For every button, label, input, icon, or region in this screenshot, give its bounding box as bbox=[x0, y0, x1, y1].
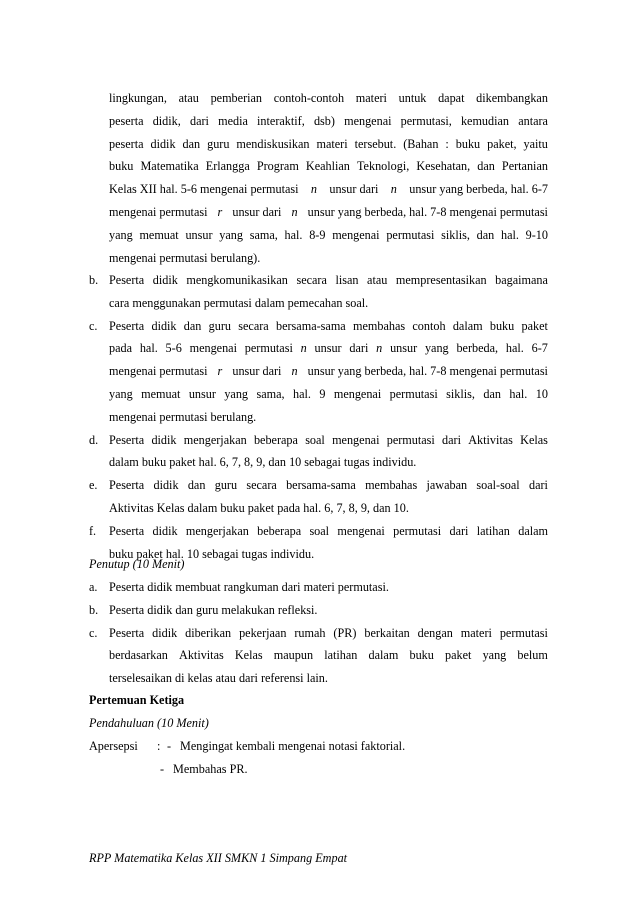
word: permutasi bbox=[393, 523, 442, 538]
list-marker: c. bbox=[89, 625, 98, 640]
word: siklis, bbox=[446, 386, 475, 401]
word: Kesehatan, bbox=[416, 159, 471, 174]
word: atau bbox=[178, 91, 199, 105]
word: dan bbox=[483, 386, 501, 401]
list-item-line bbox=[89, 337, 548, 360]
word: yang bbox=[109, 386, 133, 401]
word: mengenai bbox=[332, 227, 380, 242]
list-marker: f. bbox=[89, 523, 97, 538]
word: mengkomunikasikan bbox=[186, 273, 288, 287]
word: permutasi bbox=[386, 227, 435, 242]
word: Erlangga bbox=[205, 159, 250, 174]
word: Pertanian bbox=[501, 159, 548, 174]
word: dsb) bbox=[313, 113, 335, 128]
bullet-dash: - bbox=[160, 761, 165, 776]
word: paket, bbox=[487, 136, 517, 151]
list-item-line bbox=[89, 644, 548, 667]
word: siklis, bbox=[441, 227, 470, 242]
word: jawaban bbox=[426, 478, 468, 493]
word: Kelas bbox=[234, 648, 263, 663]
word: n bbox=[291, 204, 298, 219]
text-line bbox=[89, 87, 548, 110]
list-marker: c. bbox=[89, 318, 98, 333]
list-marker: d. bbox=[89, 432, 99, 447]
word: didik bbox=[152, 523, 178, 538]
word: dan bbox=[187, 478, 206, 493]
word: Peserta bbox=[109, 318, 145, 333]
word: Kelas XII hal. 5-6 mengenai permutasi bbox=[109, 182, 299, 197]
word: mengenai bbox=[337, 523, 385, 538]
list-item-text bbox=[109, 315, 548, 338]
word: Peserta bbox=[109, 523, 145, 538]
word: mengenai bbox=[344, 113, 392, 128]
word: Teknologi, bbox=[356, 159, 410, 174]
word: materi bbox=[355, 91, 387, 105]
word: unsur dari bbox=[232, 204, 282, 219]
word: atau bbox=[367, 273, 388, 287]
word: materi bbox=[316, 136, 348, 151]
word: dengan bbox=[417, 625, 453, 640]
word: soal bbox=[309, 523, 330, 538]
word: didik bbox=[152, 625, 178, 640]
word: yaitu bbox=[523, 136, 548, 151]
list-item-line bbox=[89, 599, 548, 622]
list-marker bbox=[89, 497, 109, 520]
pendahuluan-heading: Pendahuluan (10 Menit) bbox=[89, 716, 209, 730]
word: soal bbox=[305, 432, 325, 447]
list-marker bbox=[89, 337, 109, 360]
word: didik bbox=[153, 478, 179, 493]
apersepsi-colon: : bbox=[157, 739, 161, 753]
word: untuk bbox=[398, 91, 427, 105]
word: antara bbox=[518, 113, 548, 128]
list-item-line bbox=[89, 622, 548, 645]
word: guru bbox=[208, 318, 232, 333]
list-marker: b. bbox=[89, 273, 99, 287]
word: Program bbox=[256, 159, 299, 174]
word: lingkungan, bbox=[109, 91, 167, 105]
word: bagaimana bbox=[495, 273, 548, 287]
word: pekerjaan bbox=[239, 625, 287, 640]
word: dalam bbox=[518, 523, 548, 538]
word: yang bbox=[224, 386, 249, 401]
word: Matematika bbox=[140, 159, 199, 174]
word: dapat bbox=[438, 91, 465, 105]
apersepsi-item: Mengingat kembali mengenai notasi faktorial. bbox=[180, 739, 406, 753]
list-marker bbox=[89, 644, 109, 667]
word: latihan bbox=[476, 523, 510, 538]
pertemuan-heading: Pertemuan Ketiga bbox=[89, 693, 185, 707]
word: mengenai bbox=[332, 432, 380, 447]
list-marker bbox=[89, 406, 109, 429]
word: n bbox=[300, 341, 307, 356]
word: hal. bbox=[500, 227, 519, 242]
list-item-line bbox=[89, 406, 548, 429]
list-item-text bbox=[109, 360, 548, 383]
list-item-line bbox=[89, 429, 548, 452]
word: permutasi, bbox=[400, 113, 452, 128]
list-item-line bbox=[89, 667, 548, 690]
word: memuat bbox=[141, 386, 181, 401]
word: beberapa bbox=[257, 523, 302, 538]
apersepsi-label: Apersepsi bbox=[89, 739, 138, 753]
word: mengenai bbox=[189, 341, 237, 356]
word: soal-soal bbox=[476, 478, 520, 493]
word: buku bbox=[109, 159, 134, 174]
word: peserta bbox=[109, 113, 144, 128]
list-item-line bbox=[89, 292, 548, 315]
list-item-text: cara menggunakan permutasi dalam pemecahan soal. bbox=[109, 295, 369, 310]
word: latihan bbox=[324, 648, 358, 663]
list-marker bbox=[89, 667, 109, 690]
word: yang bbox=[219, 227, 243, 242]
list-item-line bbox=[89, 520, 548, 543]
word: 6-7 bbox=[531, 341, 548, 356]
word: dalam bbox=[452, 318, 483, 333]
word: unsur yang berbeda, hal. 6-7 bbox=[409, 182, 548, 197]
word: bersama-sama bbox=[286, 478, 356, 493]
word: paket bbox=[521, 318, 548, 333]
word: unsur bbox=[188, 386, 216, 401]
word: dari bbox=[189, 113, 209, 128]
word: guru bbox=[214, 478, 238, 493]
list-item-text bbox=[109, 474, 548, 497]
word: contoh-contoh bbox=[273, 91, 345, 105]
list-item-text: dalam buku paket hal. 6, 7, 8, 9, dan 10 sebagai tugas individu. bbox=[109, 455, 417, 470]
word: materi bbox=[460, 625, 492, 640]
word: lisan bbox=[335, 273, 359, 287]
word: hal. bbox=[509, 386, 528, 401]
text-line bbox=[89, 133, 548, 156]
word: peserta bbox=[109, 136, 144, 151]
word: 9-10 bbox=[525, 227, 548, 242]
list-item-text bbox=[109, 622, 548, 645]
word: didik bbox=[151, 432, 177, 447]
apersepsi-section bbox=[89, 735, 405, 781]
word: maupun bbox=[273, 648, 314, 663]
list-item-text: buku paket hal. 10 sebagai tugas individu. bbox=[109, 546, 315, 561]
word: berkaitan bbox=[364, 625, 410, 640]
word: mempresentasikan bbox=[395, 273, 487, 287]
intro-continuation bbox=[89, 87, 548, 269]
word: mengenai bbox=[333, 386, 382, 401]
word: unsur yang berbeda, hal. 7-8 mengenai permutasi bbox=[307, 204, 548, 219]
word: hal. bbox=[505, 341, 524, 356]
penutup-heading: Penutup (10 Menit) bbox=[89, 557, 185, 571]
word: mengerjakan bbox=[183, 432, 247, 447]
word: didik, bbox=[152, 113, 181, 128]
activity-list bbox=[89, 269, 548, 565]
list-marker bbox=[89, 383, 109, 406]
word: didik bbox=[150, 136, 176, 151]
list-marker bbox=[89, 360, 109, 383]
word: Peserta bbox=[109, 432, 145, 447]
word: unsur bbox=[390, 341, 418, 356]
word: tersebut. bbox=[354, 136, 397, 151]
word: : bbox=[445, 136, 449, 151]
word: paket bbox=[445, 648, 472, 663]
word: permutasi bbox=[386, 432, 435, 447]
word: guru bbox=[207, 136, 230, 151]
list-item-line bbox=[89, 451, 548, 474]
word: 8-9 bbox=[309, 227, 326, 242]
word: hal. bbox=[284, 227, 303, 242]
word: contoh bbox=[412, 318, 446, 333]
word: dari bbox=[449, 523, 469, 538]
word: Peserta bbox=[109, 478, 145, 493]
word: dari bbox=[528, 478, 548, 493]
list-item-text bbox=[109, 269, 548, 292]
word: unsur yang berbeda, hal. 7-8 mengenai permutasi bbox=[307, 364, 548, 379]
word: buku bbox=[489, 318, 515, 333]
page-footer: RPP Matematika Kelas XII SMKN 1 Simpang Empat bbox=[89, 851, 348, 865]
word: unsur bbox=[185, 227, 213, 242]
closing-list bbox=[89, 576, 548, 690]
word: yang bbox=[482, 648, 507, 663]
word: Peserta bbox=[109, 625, 145, 640]
word: dan bbox=[476, 227, 495, 242]
list-item-line bbox=[89, 269, 548, 292]
list-marker: e. bbox=[89, 478, 98, 493]
word: membahas bbox=[365, 478, 418, 493]
list-item-text bbox=[109, 429, 548, 452]
text-line bbox=[89, 201, 548, 224]
word: permutasi bbox=[499, 625, 548, 640]
word: mengerjakan bbox=[185, 523, 249, 538]
list-item-text: terselesaikan di kelas atau dari referensi lain. bbox=[109, 671, 328, 686]
word: sama, bbox=[249, 227, 278, 242]
text-line bbox=[89, 178, 548, 201]
word: mendiskusikan bbox=[236, 136, 310, 151]
word: memuat bbox=[139, 227, 179, 242]
list-marker bbox=[89, 292, 109, 315]
word: permutasi bbox=[389, 386, 438, 401]
word: r bbox=[217, 364, 223, 379]
word: secara bbox=[238, 318, 269, 333]
word: n bbox=[390, 182, 397, 197]
word: belum bbox=[517, 648, 548, 663]
word: buku bbox=[455, 136, 481, 151]
list-item-text: mengenai permutasi berulang. bbox=[109, 409, 257, 424]
word: interaktif, bbox=[257, 113, 305, 128]
list-marker: b. bbox=[89, 602, 99, 617]
word: Peserta bbox=[109, 273, 145, 287]
word: hal. bbox=[139, 341, 158, 356]
list-item-line bbox=[89, 383, 548, 406]
list-item-text: Aktivitas Kelas dalam buku paket pada hal. 6, 7, 8, 9, dan 10. bbox=[109, 500, 409, 515]
list-item-line bbox=[89, 360, 548, 383]
text-line bbox=[89, 110, 548, 133]
list-item-text bbox=[109, 644, 548, 667]
word: 5-6 bbox=[165, 341, 182, 356]
word: permutasi bbox=[244, 341, 293, 356]
word: unsur bbox=[314, 341, 342, 356]
word: secara bbox=[296, 273, 327, 287]
word: dan bbox=[477, 159, 495, 174]
word: 9 bbox=[319, 386, 326, 401]
list-marker bbox=[89, 451, 109, 474]
word: bersama-sama bbox=[276, 318, 346, 333]
word: membahas bbox=[352, 318, 406, 333]
word: dalam bbox=[368, 648, 399, 663]
list-item-line bbox=[89, 497, 548, 520]
word: mengenai permutasi bbox=[109, 364, 208, 379]
bullet-dash: - bbox=[167, 739, 172, 753]
list-item-text bbox=[109, 337, 548, 360]
word: Kelas bbox=[520, 432, 548, 447]
word: pemberian bbox=[210, 91, 263, 105]
word: Keahlian bbox=[305, 159, 350, 174]
list-item-line bbox=[89, 474, 548, 497]
word: diberikan bbox=[185, 625, 232, 640]
text-line bbox=[89, 155, 548, 178]
list-item-line bbox=[89, 576, 548, 599]
word: Aktivitas bbox=[468, 432, 513, 447]
word: (Bahan bbox=[403, 136, 439, 151]
word: didik bbox=[151, 318, 177, 333]
word: media bbox=[218, 113, 248, 128]
word: dan bbox=[182, 136, 201, 151]
word: r bbox=[217, 204, 223, 219]
word: n bbox=[376, 341, 383, 356]
word: 10 bbox=[535, 386, 548, 401]
word: kemudian bbox=[460, 113, 510, 128]
list-item-text bbox=[109, 383, 548, 406]
word: (PR) bbox=[333, 625, 357, 640]
word: pada bbox=[109, 341, 133, 356]
list-item-line bbox=[89, 315, 548, 338]
text-line: mengenai permutasi berulang). bbox=[109, 250, 261, 265]
list-marker: a. bbox=[89, 580, 98, 594]
word: secara bbox=[246, 478, 277, 493]
word: unsur dari bbox=[232, 364, 282, 379]
word: yang bbox=[109, 227, 133, 242]
word: beberapa bbox=[253, 432, 298, 447]
word: berbeda, bbox=[456, 341, 499, 356]
word: buku bbox=[409, 648, 434, 663]
list-item-text: Peserta didik dan guru melakukan refleksi. bbox=[109, 602, 318, 617]
word: n bbox=[291, 364, 298, 379]
word: didik bbox=[152, 273, 178, 287]
word: n bbox=[310, 182, 317, 197]
word: dari bbox=[442, 432, 461, 447]
word: unsur dari bbox=[329, 182, 379, 197]
word: hal. bbox=[292, 386, 311, 401]
list-item-text bbox=[109, 520, 548, 543]
word: dikembangkan bbox=[476, 91, 548, 105]
word: rumah bbox=[294, 625, 326, 640]
word: Aktivitas bbox=[179, 648, 224, 663]
apersepsi-item: Membahas PR. bbox=[173, 761, 248, 776]
text-line bbox=[89, 224, 548, 247]
word: sama, bbox=[256, 386, 285, 401]
word: dan bbox=[183, 318, 202, 333]
list-item-text: Peserta didik membuat rangkuman dari materi permutasi. bbox=[109, 580, 389, 594]
word: berdasarkan bbox=[109, 648, 168, 663]
word: mengenai permutasi bbox=[109, 204, 208, 219]
word: yang bbox=[424, 341, 449, 356]
word: dari bbox=[349, 341, 369, 356]
